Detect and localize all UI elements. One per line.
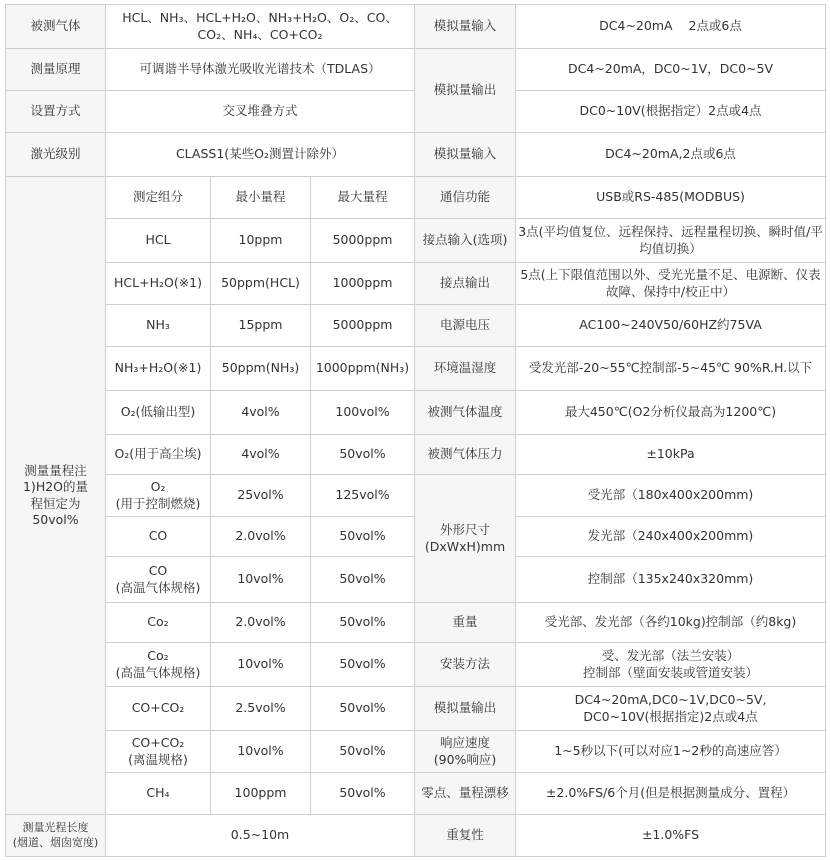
value-contact-input: 3点(平均值复位、远程保持、远程量程切换、瞬时值/平均值切换） — [516, 219, 826, 263]
value-drift: ±2.0%FS/6个月(但是根据测量成分、置程） — [516, 773, 826, 815]
min-range-cell: 2.0vol% — [211, 603, 311, 643]
component-cell: Co₂ — [106, 603, 211, 643]
label-env: 环境温湿度 — [415, 347, 516, 391]
label-analog-input: 模拟量输入 — [415, 5, 516, 49]
value-contact-output: 5点(上下限值范围以外、受光光量不足、电源断、仪表故障、保持中/校正中） — [516, 263, 826, 305]
spec-table — [5, 4, 826, 857]
value-gas: HCL、NH₃、HCL+H₂O、NH₃+H₂O、O₂、CO、CO₂、NH₄、CO+CO₂ — [106, 5, 415, 49]
label-dimensions: 外形尺寸 (DxWxH)mm — [415, 475, 516, 603]
component-cell: O₂(用于高尘埃) — [106, 435, 211, 475]
min-range-cell: 25vol% — [211, 475, 311, 517]
label-repeatability: 重复性 — [415, 815, 516, 857]
table-row — [6, 177, 826, 219]
min-range-cell: 10ppm — [211, 219, 311, 263]
value-analog-input: DC4~20mA 2点或6点 — [516, 5, 826, 49]
min-range-cell: 100ppm — [211, 773, 311, 815]
label-gas: 被测气体 — [6, 5, 106, 49]
value-dimension-receiver: 受光部（180x400x200mm) — [516, 475, 826, 517]
value-power: AC100~240V50/60HZ约75VA — [516, 305, 826, 347]
value-laser-class: CLASS1(某些O₂测置计除外） — [106, 133, 415, 177]
value-dimension-emitter: 发光部（240x400x200mm) — [516, 517, 826, 557]
max-range-cell: 100vol% — [311, 391, 415, 435]
label-comm: 通信功能 — [415, 177, 516, 219]
label-laser-class: 激光级别 — [6, 133, 106, 177]
min-range-cell: 10vol% — [211, 557, 311, 603]
label-drift: 零点、量程漂移 — [415, 773, 516, 815]
max-range-cell: 5000ppm — [311, 219, 415, 263]
value-analog-input-2: DC4~20mA,2点或6点 — [516, 133, 826, 177]
table-row — [6, 49, 826, 91]
component-cell: O₂ (用于控制燃烧) — [106, 475, 211, 517]
range-label: 测量量程注1)H2O的量程恒定为50vol% — [6, 177, 106, 815]
label-power: 电源电压 — [415, 305, 516, 347]
max-range-cell: 5000ppm — [311, 305, 415, 347]
table-row — [6, 435, 826, 475]
min-range-cell: 15ppm — [211, 305, 311, 347]
value-install: 受、发光部（法兰安装） 控制部（壁面安装或管道安装） — [516, 643, 826, 687]
table-row — [6, 5, 826, 49]
value-gas-pressure: ±10kPa — [516, 435, 826, 475]
max-range-cell: 50vol% — [311, 773, 415, 815]
table-row — [6, 133, 826, 177]
value-analog-output-2: DC0~10V(根据指定）2点或4点 — [516, 91, 826, 133]
table-row — [6, 773, 826, 815]
header-min-range: 最小量程 — [211, 177, 311, 219]
label-contact-output: 接点输出 — [415, 263, 516, 305]
component-cell: CO — [106, 517, 211, 557]
value-analog-output-3: DC4~20mA,DC0~1V,DC0~5V, DC0~10V(根据指定)2点或4点 — [516, 687, 826, 731]
max-range-cell: 50vol% — [311, 435, 415, 475]
max-range-cell: 125vol% — [311, 475, 415, 517]
component-cell: O₂(低输出型) — [106, 391, 211, 435]
component-cell: Co₂ (高温气体规格) — [106, 643, 211, 687]
value-response: 1~5秒以下(可以对应1~2秒的高速应答） — [516, 731, 826, 773]
min-range-cell: 4vol% — [211, 391, 311, 435]
value-gas-temp: 最大450℃(O2分析仪最高为1200℃) — [516, 391, 826, 435]
min-range-cell: 10vol% — [211, 731, 311, 773]
table-row — [6, 731, 826, 773]
component-cell: CO+CO₂ (离温规格) — [106, 731, 211, 773]
table-row — [6, 263, 826, 305]
header-max-range: 最大量程 — [311, 177, 415, 219]
value-weight: 受光部、发光部（各约10kg)控制部（约8kg) — [516, 603, 826, 643]
component-cell: CO+CO₂ — [106, 687, 211, 731]
max-range-cell: 50vol% — [311, 731, 415, 773]
label-analog-input-2: 模拟量输入 — [415, 133, 516, 177]
component-cell: CH₄ — [106, 773, 211, 815]
value-dimension-controller: 控制部（135x240x320mm) — [516, 557, 826, 603]
value-path-length: 0.5~10m — [106, 815, 415, 857]
label-analog-output: 模拟量输出 — [415, 49, 516, 133]
label-gas-temp: 被测气体温度 — [415, 391, 516, 435]
value-principle: 可调谐半导体激光吸收光谱技术（TDLAS） — [106, 49, 415, 91]
min-range-cell: 50ppm(HCL) — [211, 263, 311, 305]
component-cell: HCL+H₂O(※1) — [106, 263, 211, 305]
max-range-cell: 1000ppm(NH₃) — [311, 347, 415, 391]
value-analog-output-1: DC4~20mA，DC0~1V，DC0~5V — [516, 49, 826, 91]
min-range-cell: 4vol% — [211, 435, 311, 475]
label-principle: 测量原理 — [6, 49, 106, 91]
max-range-cell: 1000ppm — [311, 263, 415, 305]
min-range-cell: 2.0vol% — [211, 517, 311, 557]
label-path-length: 测量光程长度 (烟道、烟囱宽度) — [6, 815, 106, 857]
max-range-cell: 50vol% — [311, 603, 415, 643]
component-cell: NH₃+H₂O(※1) — [106, 347, 211, 391]
component-cell: HCL — [106, 219, 211, 263]
label-gas-pressure: 被测气体压力 — [415, 435, 516, 475]
header-component: 测定组分 — [106, 177, 211, 219]
component-cell: NH₃ — [106, 305, 211, 347]
min-range-cell: 2.5vol% — [211, 687, 311, 731]
value-env: 受发光部-20~55℃控制部-5~45℃ 90%R.H.以下 — [516, 347, 826, 391]
min-range-cell: 50ppm(NH₃) — [211, 347, 311, 391]
table-row — [6, 347, 826, 391]
table-row — [6, 603, 826, 643]
table-row — [6, 475, 826, 517]
label-install: 安装方法 — [415, 643, 516, 687]
label-setup: 设置方式 — [6, 91, 106, 133]
label-contact-input: 接点输入(选项) — [415, 219, 516, 263]
max-range-cell: 50vol% — [311, 517, 415, 557]
min-range-cell: 10vol% — [211, 643, 311, 687]
table-row — [6, 687, 826, 731]
max-range-cell: 50vol% — [311, 557, 415, 603]
label-weight: 重量 — [415, 603, 516, 643]
value-comm: USB或RS-485(MODBUS) — [516, 177, 826, 219]
table-row — [6, 305, 826, 347]
value-repeatability: ±1.0%FS — [516, 815, 826, 857]
component-cell: CO (高温气体规格) — [106, 557, 211, 603]
label-response: 响应速度 (90%响应) — [415, 731, 516, 773]
table-row — [6, 643, 826, 687]
table-row — [6, 391, 826, 435]
max-range-cell: 50vol% — [311, 687, 415, 731]
table-row — [6, 815, 826, 857]
max-range-cell: 50vol% — [311, 643, 415, 687]
table-row — [6, 219, 826, 263]
label-analog-output-2: 模拟量输出 — [415, 687, 516, 731]
value-setup: 交叉堆叠方式 — [106, 91, 415, 133]
